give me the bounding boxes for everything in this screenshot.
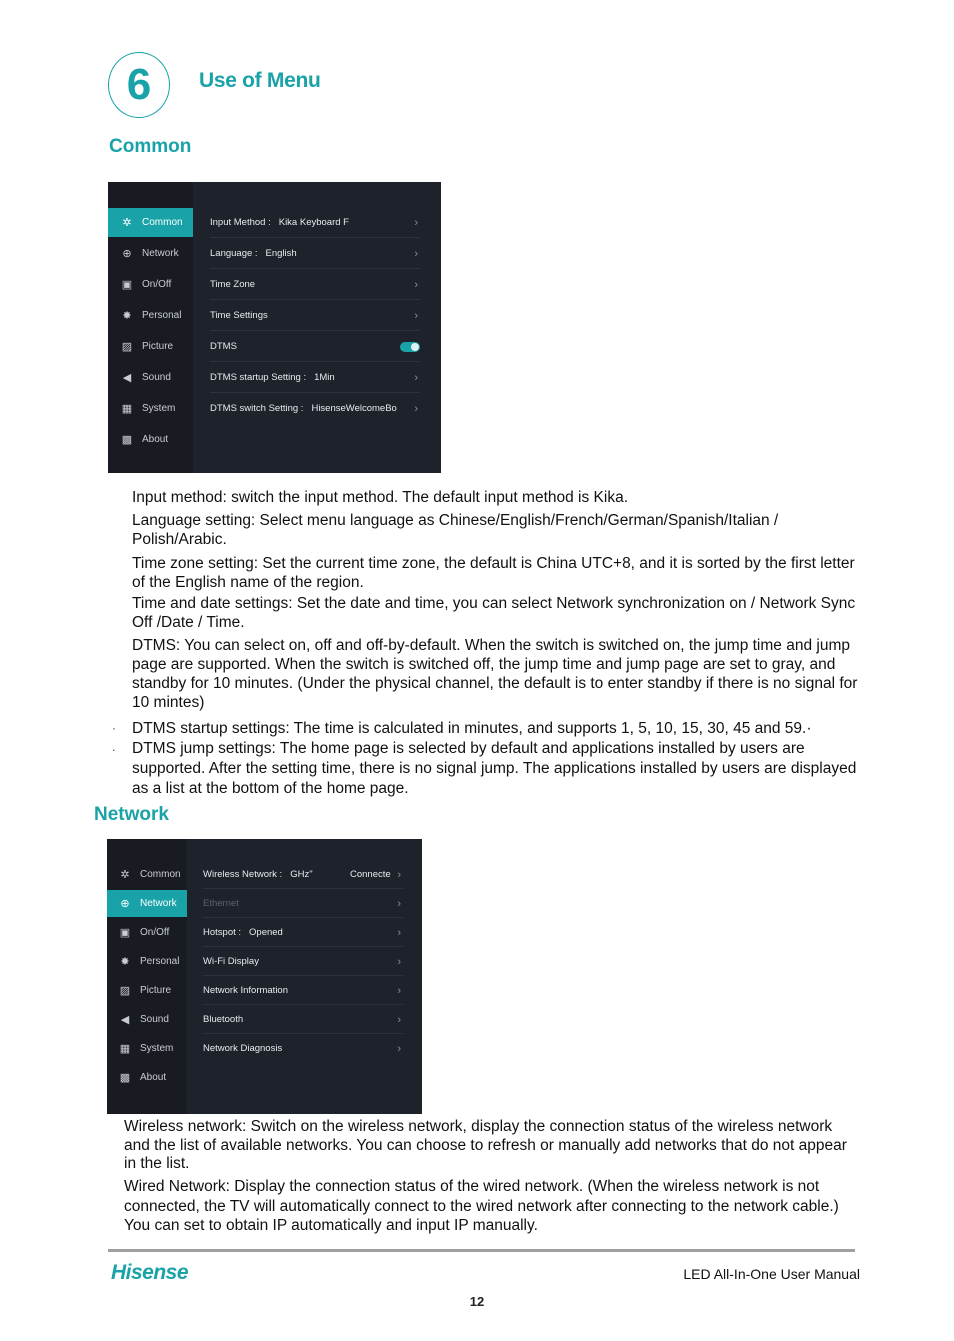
chevron-right-icon: › [397,1013,401,1026]
section-heading-common: Common [109,136,192,157]
chevron-right-icon: › [414,309,418,322]
setting-row-ethernet[interactable]: Ethernet › [203,890,403,918]
network-sidebar-item-system[interactable]: ▦ System [119,1043,174,1055]
brand-logo: Hisense [111,1261,189,1284]
chevron-right-icon: › [414,371,418,384]
paragraph-time-zone: Time zone setting: Set the current time zone, the default is China UTC+8, and it is sorted by the first letter of the English name of the region. [132,555,855,591]
monitor-icon: ▩ [119,1072,131,1084]
network-sidebar-item-onoff[interactable]: ▣ On/Off [119,927,170,939]
dtms-toggle-switch[interactable] [400,342,420,352]
common-sidebar-item-personal[interactable]: ✸ Personal [122,310,182,322]
setting-row-time-settings[interactable]: Time Settings › [210,301,420,331]
common-sidebar-item-picture[interactable]: ▨ Picture [121,341,174,353]
setting-row-dtms-startup[interactable]: DTMS startup Setting : 1Min › [210,363,420,393]
setting-row-hotspot[interactable]: Hotspot : Opened › [203,919,403,947]
network-sidebar-item-common[interactable]: ✲ Common [120,869,181,881]
common-sidebar [108,182,193,473]
network-sidebar-item-about[interactable]: ▩ About [119,1072,167,1084]
network-sidebar-item-sound[interactable]: ◀ Sound [120,1014,169,1026]
network-sidebar-item-network[interactable]: ⊕ Network [107,890,187,917]
common-sidebar-item-about[interactable]: ▩ About [121,434,169,446]
paragraph-time-date: Time and date settings: Set the date and time, you can select Network synchronization on / Network Sync Off /Date / Time. [132,595,856,631]
gear-icon: ✲ [122,217,132,229]
setting-row-network-diagnosis[interactable]: Network Diagnosis › [203,1042,401,1055]
setting-row-input-method[interactable]: Input Method : Kika Keyboard F › [210,208,420,238]
wireless-status: Connecte [350,869,391,880]
chevron-right-icon: › [397,868,401,881]
speaker-icon: ◀ [122,372,132,384]
manual-title: LED All-In-One User Manual [683,1266,860,1282]
chevron-right-icon: › [414,216,418,229]
common-sidebar-item-common[interactable]: ✲ Common [108,208,193,237]
section-heading-network: Network [94,804,169,825]
common-menu-screenshot [108,182,441,473]
star-icon: ✸ [122,310,132,322]
power-screen-icon: ▣ [119,927,131,939]
setting-row-language[interactable]: Language : English › [210,239,420,269]
common-sidebar-item-network[interactable]: ⊕ Network [122,248,179,260]
setting-row-wifi-display[interactable]: Wi-Fi Display › [203,948,403,976]
common-sidebar-item-onoff[interactable]: ▣ On/Off [121,279,172,291]
image-icon: ▨ [119,985,131,997]
setting-row-wireless-network[interactable]: Wireless Network : GHz" Connecte › [203,861,403,889]
gear-icon: ✲ [120,869,130,881]
power-screen-icon: ▣ [121,279,133,291]
paragraph-dtms: DTMS: You can select on, off and off-by-default. When the switch is switched on, the jump time and jump page are supported. When the switch is switched off, the jump time and jump page are set to gray, and standby for 10 minutes. (Under the physical channel, the default is to enter standby if there is no signal for 10 mintes) [132,637,858,711]
bullet-marker: . [112,740,116,754]
image-icon: ▨ [121,341,133,353]
setting-row-network-information[interactable]: Network Information › [203,977,403,1005]
footer-divider [108,1249,855,1252]
chevron-right-icon: › [397,897,401,910]
chevron-right-icon: › [397,926,401,939]
network-sidebar-item-personal[interactable]: ✸ Personal [120,956,180,968]
chevron-right-icon: › [414,402,418,415]
monitor-icon: ▩ [121,434,133,446]
chapter-number: 6 [126,60,152,109]
network-sidebar [107,839,187,1114]
common-sidebar-item-system[interactable]: ▦ System [121,403,176,415]
network-sidebar-item-picture[interactable]: ▨ Picture [119,985,172,997]
grid-icon: ▦ [121,403,133,415]
chapter-title: Use of Menu [199,69,321,92]
setting-row-dtms[interactable]: DTMS [210,332,420,362]
globe-icon: ⊕ [120,898,130,910]
setting-row-bluetooth[interactable]: Bluetooth › [203,1006,403,1034]
setting-row-time-zone[interactable]: Time Zone › [210,270,420,300]
bullet-marker: · [112,721,116,735]
star-icon: ✸ [120,956,130,968]
paragraph-dtms-startup: DTMS startup settings: The time is calculated in minutes, and supports 1, 5, 10, 15, 30, 45 and 59.· [132,720,812,737]
network-menu-screenshot [107,839,422,1114]
setting-row-dtms-switch[interactable]: DTMS switch Setting : HisenseWelcomeBo › [210,402,418,415]
chevron-right-icon: › [397,955,401,968]
chevron-right-icon: › [414,278,418,291]
chevron-right-icon: › [397,984,401,997]
page-number: 12 [469,1294,485,1309]
paragraph-language: Language setting: Select menu language as Chinese/English/French/German/Spanish/Italian / Polish/Arabic. [132,512,779,548]
paragraph-dtms-jump: DTMS jump settings: The home page is selected by default and applications installed by users are supported. After the setting time, there is no signal jump. The applications installed by users are displayed as a list at the bottom of the home page. [132,740,857,797]
paragraph-input-method: Input method: switch the input method. The default input method is Kika. [132,489,629,506]
speaker-icon: ◀ [120,1014,130,1026]
paragraph-wireless-network: Wireless network: Switch on the wireless network, display the connection status of the wireless network and the list of available networks. You can choose to refresh or manually add networks that do not appear in the list. [124,1118,847,1172]
paragraph-wired-network: Wired Network: Display the connection status of the wired network. (When the wireless network is not connected, the TV will automatically connect to the wired network after connecting to the network cable.) You can set to obtain IP automatically and input IP manually. [124,1178,839,1234]
globe-icon: ⊕ [122,248,132,260]
chevron-right-icon: › [397,1042,401,1055]
grid-icon: ▦ [119,1043,131,1055]
chevron-right-icon: › [414,247,418,260]
common-sidebar-item-sound[interactable]: ◀ Sound [122,372,171,384]
